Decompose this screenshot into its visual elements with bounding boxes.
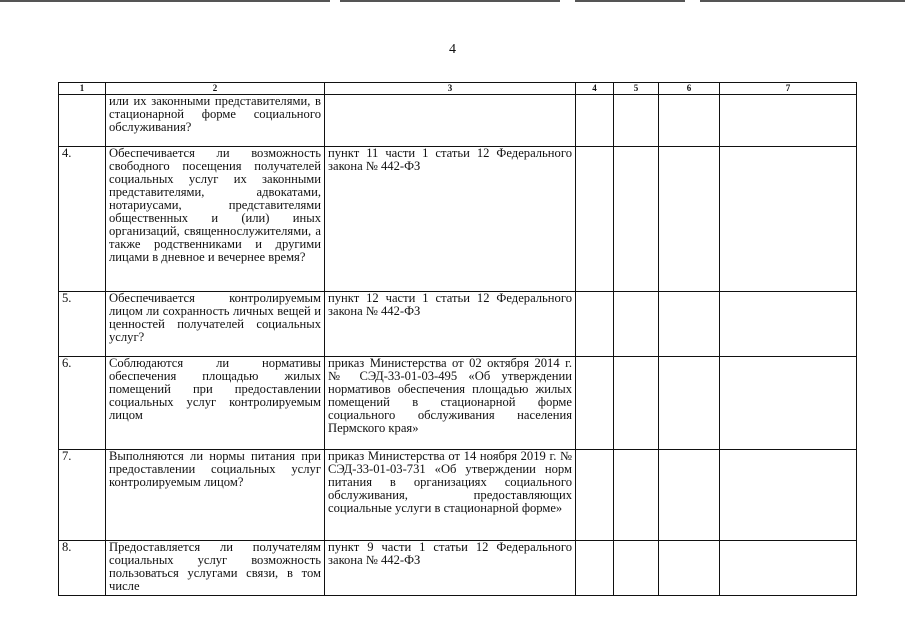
table-row	[59, 541, 857, 596]
note-cell	[720, 541, 857, 596]
question-cell: Обеспечивается ли возможность свободного посещения получателей социальных услуг их законными представителями, адвокатами, нотариусами, представителями общественных и (или) иных организаций, священнослужителями, а также родственниками и другими лицами в дневное и вечернее время?	[106, 147, 325, 292]
row-number: 4.	[59, 147, 106, 292]
column-header: 7	[720, 83, 857, 95]
legal-reference-cell: пункт 11 части 1 статьи 12 Федерального закона № 442-ФЗ	[325, 147, 576, 292]
answer-cell	[659, 541, 720, 596]
legal-reference-cell: приказ Министерства от 02 октября 2014 г. № СЭД-33-01-03-495 «Об утверждении нормативов обеспечения площадью жилых помещений в стационарной форме социального обслуживания населения Пермского края»	[325, 357, 576, 450]
answer-cell	[576, 95, 614, 147]
question-cell: Обеспечивается контролируемым лицом ли сохранность личных вещей и ценностей получателей социальных услуг?	[106, 292, 325, 357]
answer-cell	[576, 541, 614, 596]
column-header: 6	[659, 83, 720, 95]
legal-reference-cell	[325, 95, 576, 147]
answer-cell	[614, 292, 659, 357]
answer-cell	[576, 357, 614, 450]
answer-cell	[614, 95, 659, 147]
answer-cell	[614, 147, 659, 292]
answer-cell	[659, 95, 720, 147]
checklist-table	[58, 82, 857, 596]
answer-cell	[576, 292, 614, 357]
row-number: 5.	[59, 292, 106, 357]
legal-reference-cell: пункт 9 части 1 статьи 12 Федерального закона № 442-ФЗ	[325, 541, 576, 596]
column-header: 1	[59, 83, 106, 95]
column-header: 4	[576, 83, 614, 95]
answer-cell	[614, 357, 659, 450]
row-number: 6.	[59, 357, 106, 450]
legal-reference-cell: приказ Министерства от 14 ноября 2019 г. № СЭД-33-01-03-731 «Об утверждении норм питания в организациях социального обслуживания, предоставляющих социальные услуги в стационарной форме»	[325, 450, 576, 541]
legal-reference-cell: пункт 12 части 1 статьи 12 Федерального закона № 442-ФЗ	[325, 292, 576, 357]
answer-cell	[614, 450, 659, 541]
row-number: 7.	[59, 450, 106, 541]
answer-cell	[576, 147, 614, 292]
column-header: 5	[614, 83, 659, 95]
answer-cell	[659, 357, 720, 450]
row-number	[59, 95, 106, 147]
answer-cell	[659, 292, 720, 357]
table-row	[59, 357, 857, 450]
question-cell: Соблюдаются ли нормативы обеспечения площадью жилых помещений при предоставлении социальных услуг контролируемым лицом	[106, 357, 325, 450]
question-cell: или их законными представителями, в стационарной форме социального обслуживания?	[106, 95, 325, 147]
top-edge-rule	[0, 0, 905, 3]
answer-cell	[576, 450, 614, 541]
question-cell: Выполняются ли нормы питания при предоставлении социальных услуг контролируемым лицом?	[106, 450, 325, 541]
note-cell	[720, 357, 857, 450]
note-cell	[720, 95, 857, 147]
table-row	[59, 95, 857, 147]
table-row	[59, 450, 857, 541]
column-number-row	[59, 83, 857, 95]
answer-cell	[659, 450, 720, 541]
table-row	[59, 292, 857, 357]
note-cell	[720, 147, 857, 292]
column-header: 2	[106, 83, 325, 95]
row-number: 8.	[59, 541, 106, 596]
question-cell: Предоставляется ли получателям социальных услуг возможность пользоваться услугами связи, в том числе	[106, 541, 325, 596]
page-number: 4	[449, 42, 456, 57]
column-header: 3	[325, 83, 576, 95]
table-row	[59, 147, 857, 292]
note-cell	[720, 450, 857, 541]
answer-cell	[659, 147, 720, 292]
answer-cell	[614, 541, 659, 596]
note-cell	[720, 292, 857, 357]
